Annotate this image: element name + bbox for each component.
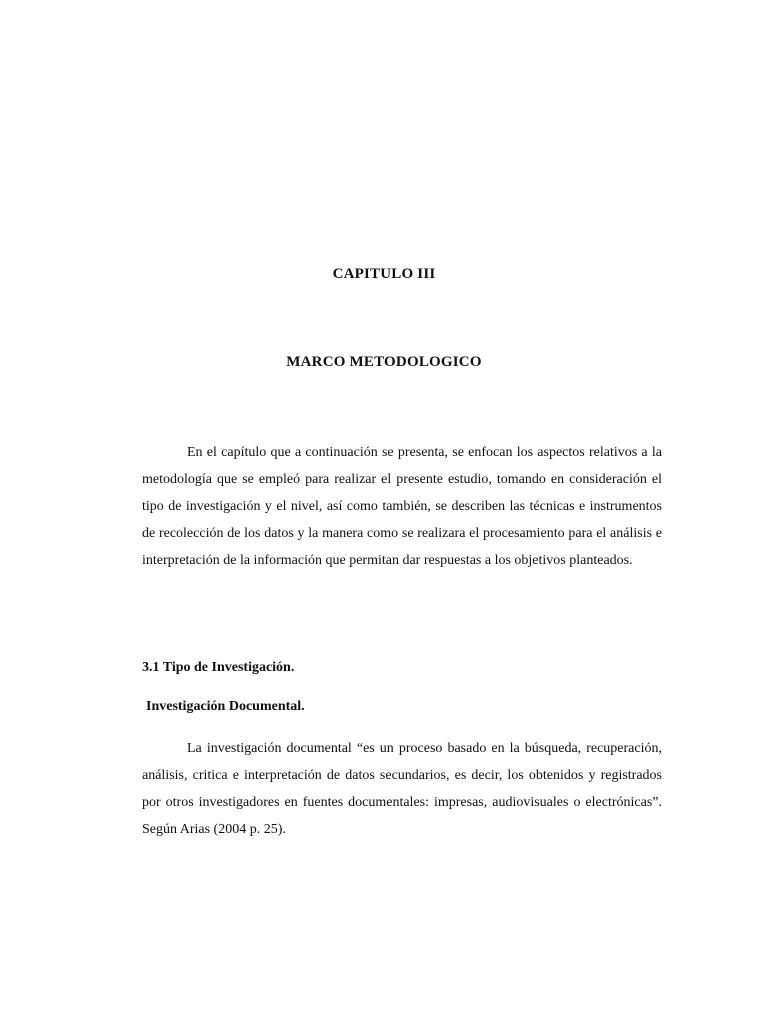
subsection-heading: Investigación Documental. (146, 699, 305, 714)
body-paragraph: La investigación documental “es un proceso basado en la búsqueda, recuperación, análisis, critica e interpretación de datos secundarios, es decir, los obtenidos y registrados por otros investigadores en fuentes documentales: impresas, audiovisuales o electrónicas”. Según Arias (2004 p. 25). (142, 741, 662, 837)
section-heading: 3.1 Tipo de Investigación. (142, 660, 295, 675)
chapter-title: MARCO METODOLOGICO (286, 354, 482, 370)
chapter-label: CAPITULO III (332, 266, 436, 282)
intro-paragraph: En el capítulo que a continuación se presenta, se enfocan los aspectos relativos a la metodología que se empleó para realizar el presente estudio, tomando en consideración el tipo de investigación y el nivel, así como también, se describen las técnicas e instrumentos de recolección de los datos y la manera como se realizara el procesamiento para el análisis e interpretación de la información que permitan dar respuestas a los objetivos planteados. (142, 445, 662, 568)
